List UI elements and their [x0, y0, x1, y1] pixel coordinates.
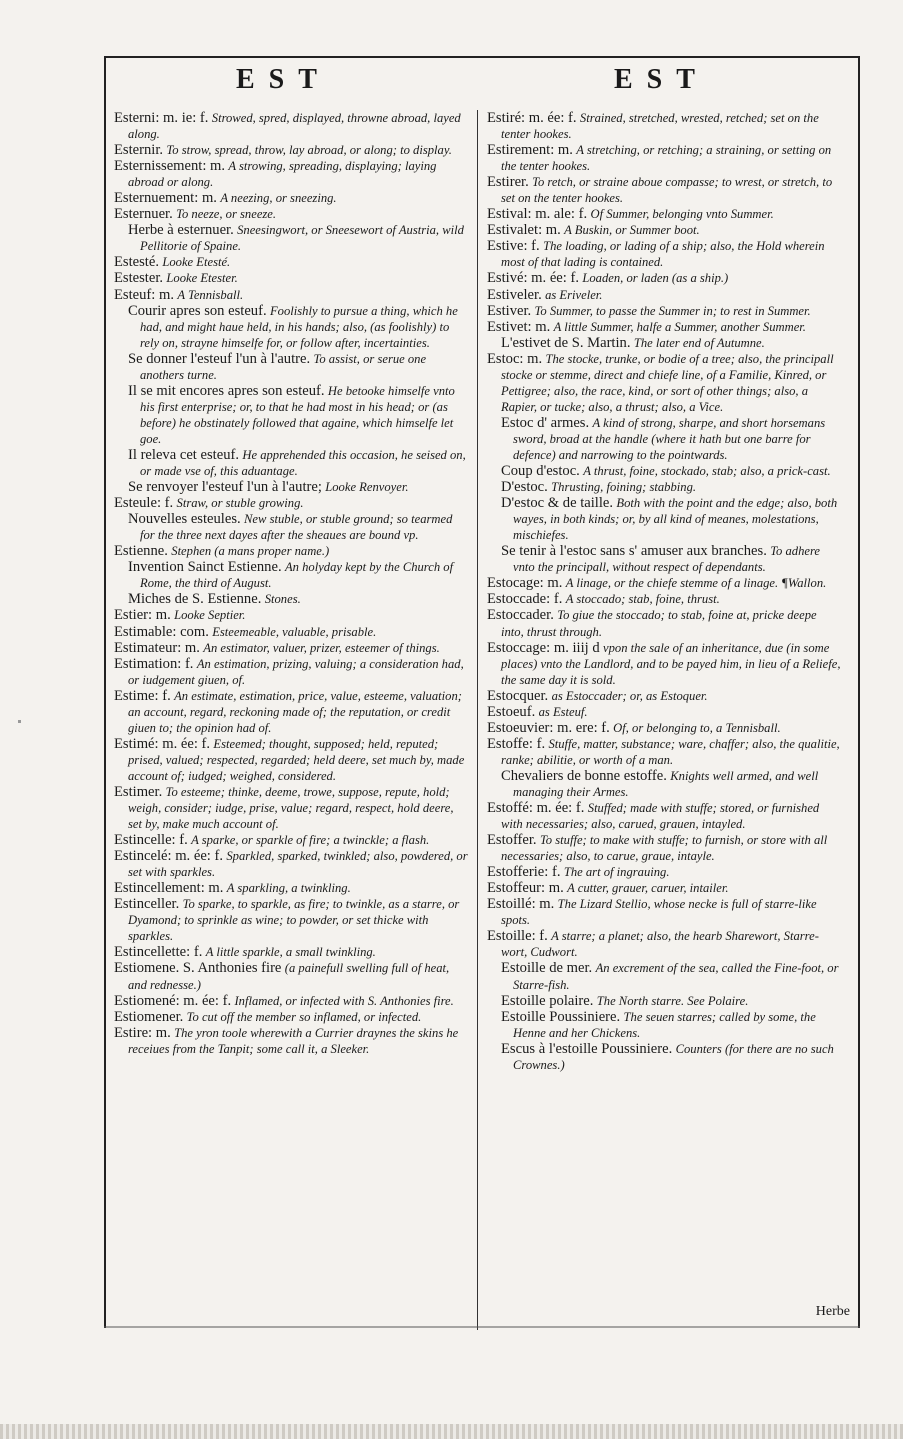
dictionary-entry — [114, 511, 469, 543]
entry-headword: Estoccage: m. iiij d — [487, 639, 600, 656]
entry-headword: Coup d'estoc. — [501, 463, 580, 480]
entry-definition: The yron toole wherewith a Currier draynes the skins he receiues from the Tanpit; some call it, a Sleeker. — [128, 1025, 459, 1056]
entry-definition: The art of ingrauing. — [563, 865, 670, 880]
entry-headword: Estincelle: f. — [114, 832, 188, 849]
entry-headword: Estesté. — [114, 254, 159, 271]
entry-definition: To assist, or serue one anothers turne. — [140, 351, 427, 382]
dictionary-entry — [114, 656, 469, 688]
entry-definition: To strow, spread, throw, lay abroad, or along; to display. — [166, 143, 452, 158]
entry-headword: Estimé: m. ée: f. — [114, 735, 211, 752]
entry-definition: Stuffed; made with stuffe; stored, or furnished with necessaries; also, carued, grauen, intayled. — [501, 801, 820, 832]
dictionary-entry — [114, 110, 469, 142]
entry-headword: Estive: f. — [487, 238, 540, 255]
entry-headword: Estinceller. — [114, 896, 180, 913]
dictionary-entry — [487, 591, 842, 607]
entry-definition: A little Summer, halfe a Summer, another Summer. — [553, 319, 806, 334]
entry-definition: A stoccado; stab, foine, thrust. — [565, 592, 720, 607]
dictionary-entry — [114, 1009, 469, 1025]
entry-definition: vpon the sale of an inheritance, due (in some places) vnto the Landlord, and to be payed him, in lieu of a Reliefe, the same day it is sold. — [501, 640, 841, 687]
entry-headword: Nouvelles esteules. — [128, 511, 241, 528]
entry-headword: Esternuement: m. — [114, 190, 217, 207]
entry-headword: Estoille polaire. — [501, 992, 594, 1009]
entry-headword: Estoeuf. — [487, 703, 536, 720]
entry-definition: An estimation, prizing, valuing; a consideration had, or iudgement giuen, of. — [128, 656, 464, 687]
entry-definition: To esteeme; thinke, deeme, trowe, suppose, repute, hold; weigh, consider; iudge, prise, value; regard, respect, hold deere, set by, make much account of. — [128, 784, 454, 832]
entry-headword: Esteuf: m. — [114, 286, 174, 303]
entry-definition: To sparke, to sparkle, as fire; to twinkle, as a starre, or Dyamond; to sprinkle as wine; to powder, or set thicke with sparkles. — [128, 897, 460, 944]
dictionary-entry — [487, 463, 842, 479]
dictionary-entry — [114, 303, 469, 351]
entry-headword: Esternuer. — [114, 206, 173, 223]
dictionary-entry — [487, 495, 842, 543]
dictionary-entry — [487, 238, 842, 270]
entry-headword: Il releva cet esteuf. — [128, 446, 240, 463]
entry-definition: Stephen (a mans proper name.) — [171, 544, 330, 559]
scan-edge-strip — [0, 1424, 903, 1439]
entry-headword: Estoffeur: m. — [487, 880, 564, 897]
entry-headword: Estiomene. S. Anthonies fire — [114, 960, 282, 977]
dictionary-page — [104, 56, 860, 1328]
entry-definition: The later end of Autumne. — [633, 335, 765, 350]
dictionary-entry — [487, 993, 842, 1009]
dictionary-entry — [114, 960, 469, 992]
entry-definition: Strained, stretched, wrested, retched; set on the tenter hookes. — [501, 111, 819, 142]
entry-headword: Estiré: m. ée: f. — [487, 110, 577, 126]
dictionary-entry — [487, 960, 842, 992]
dictionary-entry — [114, 607, 469, 623]
entry-definition: A cutter, grauer, caruer, intailer. — [567, 881, 729, 896]
dictionary-entry — [114, 736, 469, 784]
entry-headword: Estimation: f. — [114, 655, 194, 672]
catchword: Herbe — [815, 1304, 850, 1319]
entry-headword: Estoille: f. — [487, 928, 548, 945]
dictionary-entry — [487, 928, 842, 960]
left-column — [114, 110, 469, 1057]
dictionary-entry — [487, 880, 842, 896]
entry-headword: Estivalet: m. — [487, 222, 561, 239]
entry-headword: Miches de S. Estienne. — [128, 591, 262, 608]
dictionary-entry — [487, 1041, 842, 1073]
entry-definition: Stuffe, matter, substance; ware, chaffer; also, the qualitie, ranke; abilitie, or worth of a man. — [501, 736, 840, 767]
entry-headword: Estiomener. — [114, 1008, 184, 1025]
dictionary-entry — [487, 110, 842, 142]
entry-definition: as Eriveler. — [545, 287, 603, 302]
dictionary-entry — [114, 784, 469, 832]
entry-definition: He betooke himselfe vnto his first enterprise; or, to that he had most in his head; or (as before) he obstinately followed that againe, which himselfe let goe. — [140, 383, 455, 446]
entry-headword: Invention Sainct Estienne. — [128, 559, 282, 576]
entry-headword: Estester. — [114, 270, 164, 287]
dictionary-entry — [487, 303, 842, 319]
entry-definition: Inflamed, or infected with S. Anthonies fire. — [234, 993, 454, 1008]
entry-headword: Estimable: com. — [114, 623, 209, 640]
entry-definition: To neeze, or sneeze. — [176, 207, 277, 222]
running-header-right: EST — [614, 64, 709, 95]
entry-definition: A linage, or the chiefe stemme of a linage. ¶Wallon. — [565, 576, 827, 591]
entry-headword: D'estoc. — [501, 479, 548, 496]
entry-headword: Estoffer. — [487, 832, 537, 849]
entry-headword: Estime: f. — [114, 687, 171, 704]
entry-definition: The North starre. See Polaire. — [596, 993, 749, 1008]
entry-definition: To retch, or straine aboue compasse; to wrest, or stretch, to set on the tenter hookes. — [501, 175, 833, 206]
running-header-left: EST — [236, 64, 331, 95]
entry-definition: Looke Septier. — [174, 608, 246, 623]
dictionary-entry — [487, 206, 842, 222]
entry-headword: Estofferie: f. — [487, 864, 561, 881]
entry-headword: Estirer. — [487, 174, 529, 191]
dictionary-entry — [114, 880, 469, 896]
entry-headword: Chevaliers de bonne estoffe. — [501, 767, 667, 784]
dictionary-entry — [487, 896, 842, 928]
entry-headword: Estocage: m. — [487, 575, 563, 592]
entry-definition: He apprehended this occasion, he seised on, or made vse of, this aduantage. — [140, 447, 466, 479]
margin-speck — [18, 720, 21, 723]
dictionary-entry — [114, 479, 469, 495]
dictionary-entry — [114, 559, 469, 591]
dictionary-entry — [487, 287, 842, 303]
entry-headword: Estival: m. ale: f. — [487, 206, 588, 223]
dictionary-entry — [487, 335, 842, 351]
entry-headword: Estoille Poussiniere. — [501, 1008, 621, 1025]
entry-definition: New stuble, or stuble ground; so tearmed for the three next dayes after the sheaues are bound vp. — [140, 512, 453, 543]
entry-definition: To stuffe; to make with stuffe; to furnish, or store with all necessaries; also, to carue, graue, intayle. — [501, 833, 828, 864]
entry-headword: Herbe à esternuer. — [128, 222, 234, 239]
entry-headword: Estiomené: m. ée: f. — [114, 992, 232, 1009]
entry-headword: Estiveler. — [487, 286, 542, 303]
entry-definition: Straw, or stuble growing. — [176, 496, 304, 511]
entry-definition: as Estoccader; or, as Estoquer. — [551, 688, 708, 703]
dictionary-entry — [114, 993, 469, 1009]
dictionary-entry — [114, 270, 469, 286]
entry-definition: A Buskin, or Summer boot. — [564, 223, 700, 238]
entry-definition: A thrust, foine, stockado, stab; also, a prick-cast. — [583, 464, 831, 479]
entry-definition: To giue the stoccado; to stab, foine at, pricke deepe into, thrust through. — [501, 608, 817, 639]
dictionary-entry — [114, 142, 469, 158]
entry-headword: Estimer. — [114, 783, 163, 800]
entry-definition: Of, or belonging to, a Tennisball. — [613, 720, 781, 735]
entry-headword: Estincellette: f. — [114, 944, 203, 961]
entry-headword: Estienne. — [114, 543, 168, 560]
dictionary-entry — [487, 704, 842, 720]
entry-headword: Estoeuvier: m. ere: f. — [487, 719, 610, 736]
entry-definition: A starre; a planet; also, the hearb Sharewort, Starre-wort, Cudwort. — [501, 929, 819, 960]
entry-headword: Estoffé: m. ée: f. — [487, 800, 585, 817]
entry-definition: Knights well armed, and well managing their Armes. — [513, 768, 819, 799]
entry-definition: A strowing, spreading, displaying; laying abroad or along. — [128, 159, 437, 190]
entry-headword: Estire: m. — [114, 1024, 171, 1041]
entry-headword: Estivé: m. ée: f. — [487, 270, 579, 287]
entry-headword: Estier: m. — [114, 607, 171, 624]
entry-headword: Esternissement: m. — [114, 158, 226, 175]
dictionary-entry — [487, 1009, 842, 1041]
entry-headword: Estoccader. — [487, 607, 554, 624]
dictionary-entry — [487, 720, 842, 736]
entry-definition: Counters (for there are no such Crownes.) — [513, 1041, 834, 1072]
entry-definition: An holyday kept by the Church of Rome, the third of August. — [140, 560, 454, 591]
entry-headword: Estincelé: m. ée: f. — [114, 848, 224, 865]
dictionary-entry — [487, 222, 842, 238]
dictionary-entry — [114, 832, 469, 848]
dictionary-entry — [487, 640, 842, 688]
dictionary-entry — [114, 222, 469, 254]
entry-headword: Estincellement: m. — [114, 880, 224, 897]
dictionary-entry — [114, 640, 469, 656]
entry-headword: Estoc d' armes. — [501, 414, 590, 431]
right-column — [487, 110, 842, 1073]
entry-headword: Se tenir à l'estoc sans s' amuser aux branches. — [501, 543, 767, 560]
running-headers — [106, 62, 858, 96]
dictionary-entry — [487, 174, 842, 206]
entry-definition: Looke Renvoyer. — [325, 480, 409, 495]
entry-definition: The Lizard Stellio, whose necke is full of starre-like spots. — [501, 897, 817, 928]
dictionary-entry — [114, 495, 469, 511]
entry-definition: The seuen starres; called by some, the Henne and her Chickens. — [513, 1009, 816, 1040]
dictionary-entry — [487, 864, 842, 880]
dictionary-entry — [487, 832, 842, 864]
dictionary-entry — [114, 591, 469, 607]
dictionary-entry — [114, 447, 469, 479]
entry-headword: Estirement: m. — [487, 142, 573, 159]
entry-definition: A stretching, or retching; a straining, or setting on the tenter hookes. — [501, 143, 832, 174]
entry-headword: Estoc: m. — [487, 350, 543, 367]
entry-headword: Estimateur: m. — [114, 639, 200, 656]
entry-definition: A kind of strong, sharpe, and short horsemans sword, broad at the handle (where it hath but one barre for defence) and narrowing to the pointwards. — [513, 415, 826, 462]
entry-headword: Estoillé: m. — [487, 896, 555, 913]
entry-definition: A sparkling, a twinkling. — [226, 881, 351, 896]
entry-definition: Stones. — [264, 592, 301, 607]
entry-definition: Esteemed; thought, supposed; held, reputed; prised, valued; respected, regarded; held deere, set much by, made account of; iudged; weighed, considered. — [128, 736, 465, 783]
entry-headword: Estiver. — [487, 302, 532, 319]
entry-headword: Estoccade: f. — [487, 591, 563, 608]
dictionary-entry — [487, 270, 842, 286]
entry-headword: Il se mit encores apres son esteuf. — [128, 382, 325, 399]
dictionary-entry — [487, 607, 842, 639]
dictionary-entry — [487, 800, 842, 832]
dictionary-entry — [114, 206, 469, 222]
entry-headword: D'estoc & de taille. — [501, 495, 614, 512]
dictionary-entry — [114, 190, 469, 206]
entry-definition: Thrusting, foining; stabbing. — [551, 480, 697, 495]
dictionary-entry — [487, 142, 842, 174]
entry-definition: To Summer, to passe the Summer in; to rest in Summer. — [534, 303, 811, 318]
dictionary-entry — [487, 415, 842, 463]
dictionary-entry — [487, 736, 842, 768]
entry-headword: Se donner l'esteuf l'un à l'autre. — [128, 350, 311, 367]
column-divider — [477, 110, 478, 1330]
entry-headword: Esternir. — [114, 142, 164, 159]
entry-definition: A neezing, or sneezing. — [220, 191, 337, 206]
entry-headword: Estoille de mer. — [501, 960, 593, 977]
entry-headword: Escus à l'estoille Poussiniere. — [501, 1040, 673, 1057]
dictionary-entry — [114, 688, 469, 736]
entry-definition: A Tennisball. — [177, 287, 244, 302]
dictionary-entry — [487, 319, 842, 335]
entry-definition: Both with the point and the edge; also, both wayes, in both kinds; or, by all kind of meanes, molestations, mischiefes. — [513, 496, 838, 543]
entry-definition: Strowed, spred, displayed, throwne abroad, layed along. — [128, 111, 461, 142]
entry-definition: Of Summer, belonging vnto Summer. — [590, 207, 774, 222]
dictionary-entry — [114, 383, 469, 447]
dictionary-entry — [487, 351, 842, 415]
dictionary-entry — [114, 543, 469, 559]
entry-headword: Estoffe: f. — [487, 735, 546, 752]
entry-definition: Looke Etester. — [166, 271, 238, 286]
page-bottom-edge — [104, 1326, 860, 1328]
entry-definition: as Esteuf. — [538, 704, 588, 719]
entry-definition: To adhere vnto the principall, without respect of dependants. — [513, 544, 820, 575]
dictionary-entry — [114, 944, 469, 960]
dictionary-entry — [487, 543, 842, 575]
entry-definition: Sparkled, sparked, twinkled; also, powdered, or set with sparkles. — [128, 849, 468, 880]
dictionary-entry — [114, 254, 469, 270]
entry-definition: Loaden, or laden (as a ship.) — [582, 271, 729, 286]
dictionary-entry — [487, 575, 842, 591]
entry-definition: To cut off the member so inflamed, or infected. — [186, 1009, 422, 1024]
dictionary-entry — [114, 351, 469, 383]
entry-definition: The loading, or lading of a ship; also, the Hold wherein most of that lading is contained. — [501, 239, 825, 270]
entry-headword: Se renvoyer l'esteuf l'un à l'autre; — [128, 479, 322, 496]
dictionary-entry — [114, 896, 469, 944]
entry-definition: A little sparkle, a small twinkling. — [205, 945, 376, 960]
dictionary-entry — [114, 624, 469, 640]
entry-definition: Sneesingwort, or Sneesewort of Austria, wild Pellitorie of Spaine. — [140, 223, 464, 254]
entry-headword: Courir apres son esteuf. — [128, 302, 267, 319]
entry-headword: L'estivet de S. Martin. — [501, 334, 631, 351]
entry-definition: Looke Etesté. — [162, 255, 231, 270]
dictionary-entry — [114, 158, 469, 190]
entry-headword: Esteule: f. — [114, 495, 174, 512]
entry-definition: An estimate, estimation, price, value, esteeme, valuation; an account, regard, reckoning made of; the reputation, or credit giuen to; the opinion had of. — [128, 688, 462, 735]
entry-definition: Esteemeable, valuable, prisable. — [212, 624, 377, 639]
entry-definition: The stocke, trunke, or bodie of a tree; also, the principall stocke or stemme, direct and chiefe line, of a Familie, Kinred, or Pettigree; also, the race, kind, or sort of other things; also, a Rapier, or tucke; also, a thrust; also, a Vice. — [501, 351, 834, 414]
entry-definition: Foolishly to pursue a thing, which he had, and might haue held, in his hands; also, (as foolishly) to rely on, strayne himselfe for, or follow after, incertainties. — [140, 303, 458, 350]
entry-headword: Estivet: m. — [487, 318, 551, 335]
dictionary-entry — [114, 287, 469, 303]
dictionary-entry — [487, 688, 842, 704]
entry-definition: (a painefull swelling full of heat, and rednesse.) — [128, 961, 450, 992]
entry-definition: An excrement of the sea, called the Fine-foot, or Starre-fish. — [513, 961, 839, 992]
dictionary-entry — [114, 848, 469, 880]
entry-definition: An estimator, valuer, prizer, esteemer of things. — [203, 640, 440, 655]
dictionary-entry — [487, 479, 842, 495]
entry-headword: Esterni: m. ie: f. — [114, 110, 209, 126]
dictionary-entry — [114, 1025, 469, 1057]
entry-definition: A sparke, or sparkle of fire; a twinckle; a flash. — [191, 833, 430, 848]
dictionary-entry — [487, 768, 842, 800]
entry-headword: Estocquer. — [487, 687, 549, 704]
